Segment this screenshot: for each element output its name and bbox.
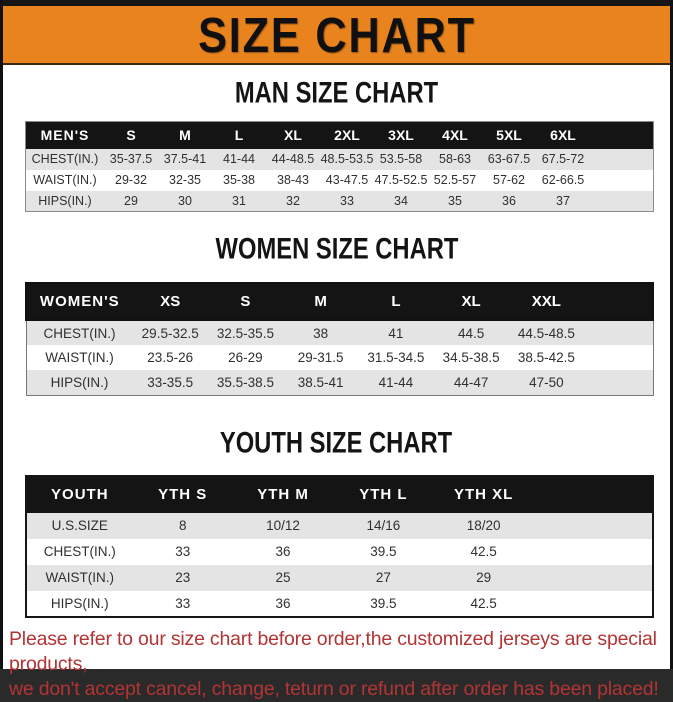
women-size-chart-heading: WOMEN SIZE CHART — [215, 232, 458, 266]
size-column-header: 3XL — [388, 127, 414, 144]
row-spacer — [534, 539, 653, 565]
disclaimer-line-1: Please refer to our size chart before order,the customized jerseys are special products, — [9, 627, 657, 675]
size-value-cell: 53.5-58 — [379, 152, 423, 166]
size-value-cell: 26-29 — [228, 350, 263, 365]
size-value-cell: 33 — [340, 193, 354, 208]
table-row — [26, 191, 654, 212]
row-label: U.S.SIZE — [51, 518, 108, 533]
size-value-cell: 43-47.5 — [325, 173, 369, 187]
size-value-cell: 35-37.5 — [109, 152, 153, 166]
man-size-chart-heading: MAN SIZE CHART — [234, 76, 439, 110]
size-column-header: 5XL — [496, 127, 522, 144]
size-value-cell: 35 — [448, 193, 462, 208]
size-value-cell: 36 — [275, 544, 291, 559]
size-column-header: L — [234, 127, 244, 144]
table-group-label: WOMEN'S — [39, 293, 120, 310]
table-group-label: MEN'S — [40, 127, 90, 144]
size-value-cell: 34 — [394, 193, 408, 208]
size-value-cell: 42.5 — [470, 544, 497, 559]
size-value-cell: 41-44 — [223, 152, 255, 166]
size-value-cell: 41 — [388, 325, 404, 341]
size-value-cell: 37 — [556, 193, 570, 208]
size-value-cell: 38-43 — [277, 173, 309, 187]
size-value-cell: 18/20 — [466, 518, 501, 533]
size-column-header: 6XL — [550, 127, 576, 144]
size-column-header: S — [126, 127, 136, 144]
table-row — [26, 170, 654, 191]
table-row — [26, 565, 653, 591]
table-row — [26, 513, 653, 539]
size-table-header-row — [26, 283, 653, 320]
row-label: CHEST(IN.) — [43, 544, 116, 559]
size-column-header: XS — [160, 293, 181, 310]
size-value-cell: 29.5-32.5 — [141, 325, 199, 341]
size-value-cell: 29-31.5 — [297, 350, 344, 365]
size-column-header: S — [240, 293, 251, 310]
size-value-cell: 42.5 — [470, 595, 497, 611]
row-spacer — [534, 513, 653, 539]
size-value-cell: 23.5-26 — [147, 350, 194, 365]
size-column-header: XL — [284, 127, 302, 144]
size-value-cell: 29-32 — [115, 173, 147, 187]
row-spacer — [584, 320, 653, 345]
size-value-cell: 37.5-41 — [163, 152, 207, 166]
size-value-cell: 29 — [124, 193, 138, 208]
size-value-cell: 31.5-34.5 — [367, 350, 425, 365]
size-value-cell: 67.5-72 — [541, 152, 585, 166]
size-value-cell: 35-38 — [223, 173, 255, 187]
row-spacer — [584, 370, 653, 395]
size-value-cell: 38.5-42.5 — [517, 350, 575, 365]
size-value-cell: 35.5-38.5 — [216, 374, 274, 390]
size-value-cell: 8 — [178, 518, 187, 533]
header-spacer — [534, 476, 653, 513]
size-value-cell: 25 — [275, 570, 291, 585]
order-disclaimer — [9, 627, 664, 702]
size-value-cell: 33 — [175, 544, 191, 559]
row-label: WAIST(IN.) — [45, 350, 114, 365]
size-value-cell: 63-67.5 — [487, 152, 531, 166]
page-title: SIZE CHART — [197, 6, 476, 63]
row-spacer — [590, 149, 654, 170]
row-label: WAIST(IN.) — [45, 570, 115, 585]
size-value-cell: 58-63 — [439, 152, 471, 166]
size-value-cell: 44-47 — [453, 374, 489, 390]
size-value-cell: 14/16 — [366, 518, 401, 533]
header-spacer — [584, 283, 653, 320]
size-value-cell: 44-48.5 — [271, 152, 315, 166]
table-row — [26, 320, 653, 345]
size-value-cell: 39.5 — [370, 544, 397, 559]
row-spacer — [584, 345, 653, 370]
youth-size-chart-heading: YOUTH SIZE CHART — [220, 426, 453, 459]
size-value-cell: 44.5 — [457, 325, 485, 341]
size-value-cell: 32 — [286, 193, 300, 208]
row-label: HIPS(IN.) — [38, 193, 92, 208]
size-value-cell: 10/12 — [266, 518, 300, 533]
size-value-cell: 33 — [175, 595, 191, 611]
row-label: HIPS(IN.) — [50, 595, 109, 611]
womens-size-table — [25, 282, 654, 396]
table-group-label: YOUTH — [51, 486, 109, 503]
size-value-cell: 41-44 — [378, 374, 414, 390]
table-row — [26, 345, 653, 370]
row-label: CHEST(IN.) — [31, 152, 99, 166]
size-value-cell: 30 — [178, 193, 192, 208]
size-column-header: 2XL — [334, 127, 360, 144]
size-column-header: XL — [461, 293, 481, 310]
size-table-header-row — [26, 476, 653, 513]
size-value-cell: 36 — [502, 193, 516, 208]
size-value-cell: 62-66.5 — [541, 173, 585, 187]
row-spacer — [534, 591, 653, 617]
row-spacer — [590, 170, 654, 191]
row-label: WAIST(IN.) — [33, 173, 97, 187]
size-column-header: YTH S — [158, 486, 208, 503]
size-column-header: M — [179, 127, 191, 144]
size-value-cell: 38.5-41 — [297, 374, 344, 390]
size-value-cell: 39.5 — [370, 595, 397, 611]
size-value-cell: 32.5-35.5 — [216, 325, 274, 341]
size-value-cell: 27 — [375, 570, 391, 585]
table-row — [26, 539, 653, 565]
size-value-cell: 48.5-53.5 — [320, 152, 374, 166]
row-spacer — [590, 191, 654, 212]
size-value-cell: 47.5-52.5 — [374, 173, 428, 187]
size-value-cell: 38 — [313, 325, 329, 341]
mens-size-table — [25, 121, 654, 212]
table-row — [26, 149, 654, 170]
size-value-cell: 52.5-57 — [433, 173, 477, 187]
header-spacer — [590, 122, 654, 149]
size-column-header: YTH M — [257, 486, 309, 503]
size-column-header: 4XL — [442, 127, 468, 144]
size-column-header: M — [314, 293, 327, 310]
row-label: CHEST(IN.) — [43, 325, 116, 341]
disclaimer-line-2: we don't accept cancel, change, teturn or refund after order has been placed! — [9, 677, 659, 700]
size-value-cell: 32-35 — [169, 173, 201, 187]
size-value-cell: 57-62 — [493, 173, 525, 187]
size-value-cell: 36 — [275, 595, 291, 611]
size-table-header-row — [26, 122, 654, 149]
size-column-header: YTH L — [359, 486, 408, 503]
size-value-cell: 44.5-48.5 — [517, 325, 575, 341]
row-spacer — [534, 565, 653, 591]
size-value-cell: 47-50 — [529, 374, 564, 390]
size-column-header: L — [391, 293, 401, 310]
table-row — [26, 591, 653, 617]
size-column-header: XXL — [531, 293, 561, 310]
size-value-cell: 33-35.5 — [147, 374, 194, 390]
row-label: HIPS(IN.) — [50, 374, 109, 390]
title-banner — [3, 6, 670, 65]
table-row — [26, 370, 653, 395]
size-value-cell: 29 — [476, 570, 492, 585]
size-value-cell: 23 — [175, 570, 191, 585]
size-value-cell: 34.5-38.5 — [442, 350, 500, 365]
youth-size-table — [25, 475, 654, 618]
size-value-cell: 31 — [232, 193, 246, 208]
size-column-header: YTH XL — [454, 486, 514, 503]
